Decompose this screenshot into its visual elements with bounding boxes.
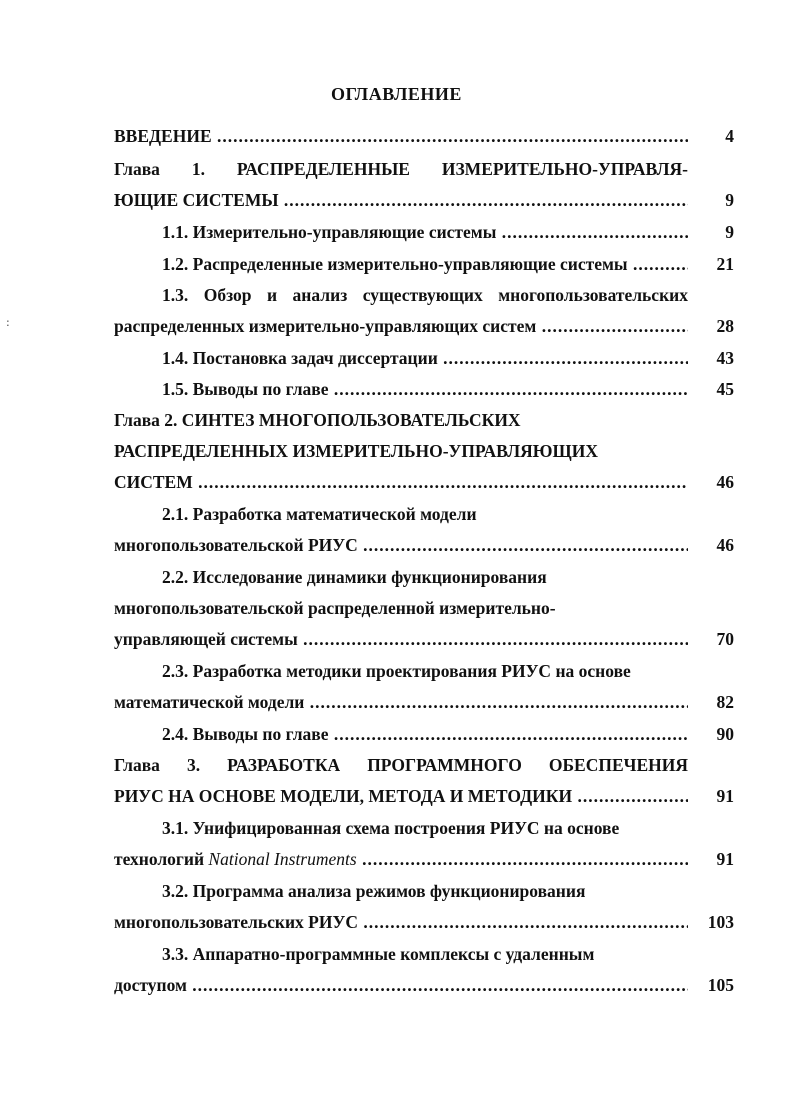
page-number: 46 [716, 535, 734, 555]
margin-mark: : [6, 316, 10, 329]
toc-entry-intro: ВВЕДЕНИЕ ..... [114, 121, 688, 152]
toc-section-2-3-line-2: математической модели ..... [114, 687, 688, 718]
toc-section-1-3-line-2: распределенных измерительно-управляющих систем ..... [114, 311, 688, 342]
toc-section-1-4: 1.4. Постановка задач диссертации ..... [162, 343, 688, 374]
page-number: 91 [716, 849, 734, 869]
toc-section-3-1-brand: National Instruments [208, 849, 357, 869]
toc-section-1-3-line-1: 1.3. Обзор и анализ существующих многопользовательских [162, 285, 688, 305]
page-number: 91 [716, 786, 734, 806]
page-number: 46 [716, 472, 734, 492]
page-number: 9 [725, 190, 734, 210]
page-number: 28 [716, 316, 734, 336]
page-number: 70 [716, 629, 734, 649]
toc-section-1-1: 1.1. Измерительно-управляющие системы ..... [162, 217, 688, 248]
toc-section-3-1-line-1: 3.1. Унифицированная схема построения РИУС на основе [162, 818, 620, 838]
toc-section-3-3-line-2: доступом ..... [114, 970, 688, 1001]
toc-section-2-1-line-1: 2.1. Разработка математической модели [162, 504, 477, 524]
toc-section-3-2-line-1: 3.2. Программа анализа режимов функционирования [162, 881, 586, 901]
page-number: 82 [716, 692, 734, 712]
toc-chapter-3-line-2: РИУС НА ОСНОВЕ МОДЕЛИ, МЕТОДА И МЕТОДИКИ ..... [114, 781, 688, 812]
toc-chapter-2-line-3: СИСТЕМ ..... [114, 467, 688, 498]
toc-section-3-1-line-2 [114, 844, 688, 875]
toc-section-1-5: 1.5. Выводы по главе ..... [162, 374, 688, 405]
page-number: 21 [716, 254, 734, 274]
page-number: 103 [707, 912, 734, 932]
toc-section-1-2: 1.2. Распределенные измерительно-управляющие системы ..... [162, 249, 688, 280]
page-number: 4 [725, 126, 734, 146]
page-number: 9 [725, 222, 734, 242]
toc-section-3-2-line-2: многопользовательских РИУС ..... [114, 907, 688, 938]
toc-section-2-4: 2.4. Выводы по главе ..... [162, 719, 688, 750]
toc-chapter-1-line-2: ЮЩИЕ СИСТЕМЫ ..... [114, 185, 688, 216]
toc-section-2-3-line-1: 2.3. Разработка методики проектирования РИУС на основе [162, 661, 631, 681]
toc-section-2-2-line-1: 2.2. Исследование динамики функционирования [162, 567, 547, 587]
toc-section-2-2-line-3: управляющей системы ..... [114, 624, 688, 655]
toc-chapter-2-line-2: РАСПРЕДЕЛЕННЫХ ИЗМЕРИТЕЛЬНО-УПРАВЛЯЮЩИХ [114, 441, 598, 461]
page-number: 105 [707, 975, 734, 995]
toc-section-2-2-line-2: многопользовательской распределенной измерительно- [114, 598, 556, 618]
toc-section-3-3-line-1: 3.3. Аппаратно-программные комплексы с удаленным [162, 944, 595, 964]
toc-section-3-1-prefix: технологий [114, 849, 205, 869]
page-number: 45 [716, 379, 734, 399]
toc-chapter-3-line-1: Глава 3. РАЗРАБОТКА ПРОГРАММНОГО ОБЕСПЕЧЕНИЯ [114, 755, 688, 775]
toc-section-2-1-line-2: многопользовательской РИУС ..... [114, 530, 688, 561]
page-number: 90 [716, 724, 734, 744]
toc-chapter-1-line-1: Глава 1. РАСПРЕДЕЛЕННЫЕ ИЗМЕРИТЕЛЬНО-УПРАВЛЯ- [114, 159, 688, 179]
toc-chapter-2-line-1: Глава 2. СИНТЕЗ МНОГОПОЛЬЗОВАТЕЛЬСКИХ [114, 410, 521, 430]
page-number: 43 [716, 348, 734, 368]
page-title: ОГЛАВЛЕНИЕ [331, 84, 462, 104]
